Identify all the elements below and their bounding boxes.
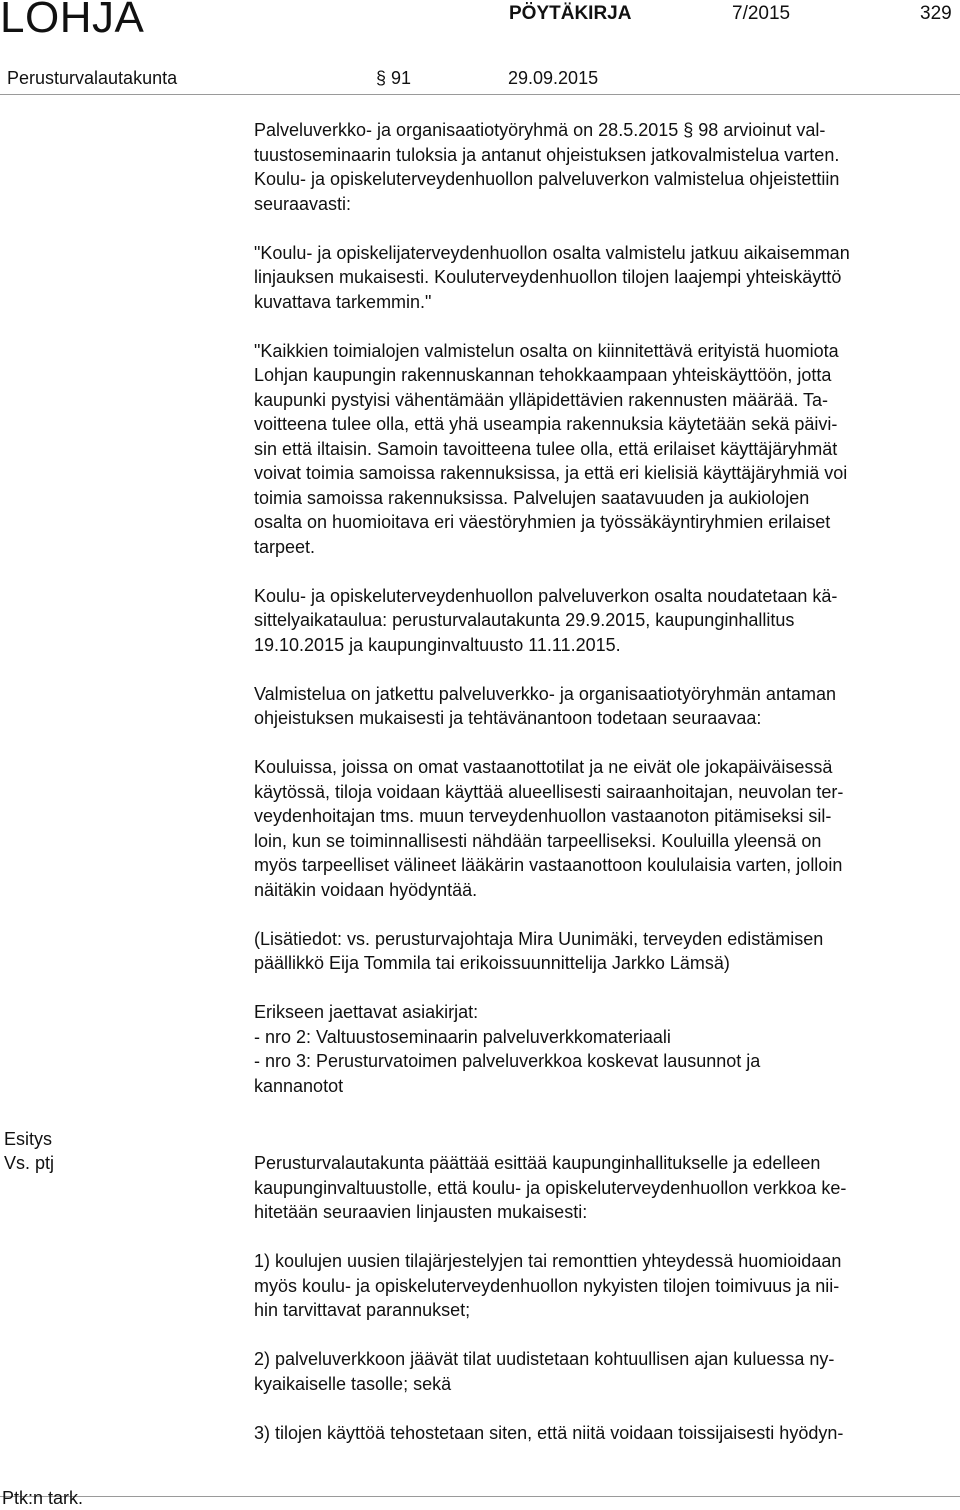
text-line: Lohjan kaupungin rakennuskannan tehokkaampaan yhteiskäyttöön, jotta — [254, 365, 832, 385]
text-line: käytössä, tiloja voidaan käyttää alueellisesti sairaanhoitajan, neuvolan ter- — [254, 781, 844, 802]
text-line: "Kaikkien toimialojen valmistelun osalta on kiinnitettävä erityistä huomiota — [254, 340, 839, 361]
paragraph — [254, 241, 954, 315]
text-line: - nro 2: Valtuustoseminaarin palveluverkkomateriaali — [254, 1026, 671, 1047]
text-line: - nro 3: Perusturvatoimen palveluverkkoa koskevat lausunnot ja — [254, 1051, 761, 1071]
text-line: osalta on huomioitava eri väestöryhmien ja työssäkäyntiryhmien erilaiset — [254, 512, 831, 532]
text-line: tarpeet. — [254, 536, 316, 557]
text-line: Koulu- ja opiskeluterveydenhuollon palveluverkon valmistelua ohjeistettiin — [254, 169, 840, 189]
committee-name: Perusturvalautakunta — [7, 68, 178, 88]
text-line: linjauksen mukaisesti. Kouluterveydenhuollon tilojen laajempi yhteiskäyttö — [254, 267, 842, 287]
document-type: PÖYTÄKIRJA — [509, 3, 632, 24]
text-line: "Koulu- ja opiskelijaterveydenhuollon osalta valmistelu jatkuu aikaisemman — [254, 242, 850, 263]
section-number: § 91 — [376, 68, 412, 88]
esitys-label: Esitys — [4, 1129, 53, 1149]
text-line: 3) tilojen käyttöä tehostetaan siten, että niitä voidaan toissijaisesti hyödyn- — [254, 1422, 844, 1443]
paragraph — [254, 682, 954, 731]
text-line: sittelyaikataulua: perusturvalautakunta 29.9.2015, kaupunginhallitus — [254, 610, 795, 630]
issue-number: 7/2015 — [732, 3, 791, 24]
paragraph — [254, 1151, 954, 1225]
paragraph — [254, 927, 954, 976]
text-line: (Lisätiedot: vs. perusturvajohtaja Mira Uunimäki, terveyden edistämisen — [254, 928, 824, 949]
proposal-body — [254, 1151, 954, 1445]
text-line: kannanotot — [254, 1075, 344, 1096]
paragraph — [254, 1347, 954, 1396]
text-line: sin että iltaisin. Samoin tavoitteena tulee olla, että erilaiset käyttäjäryhmät — [254, 438, 838, 459]
text-line: 1) koulujen uusien tilajärjestelyjen tai remonttien yhteydessä huomioidaan — [254, 1251, 842, 1271]
text-line: voivat toimia samoissa rakennuksissa, ja että eri kielisiä käyttäjäryhmiä voi — [254, 463, 848, 483]
document-body — [254, 118, 954, 1098]
proposer-label: Vs. ptj — [4, 1153, 55, 1173]
paragraph — [254, 584, 954, 658]
text-line: toimia samoissa rakennuksissa. Palvelujen saatavuuden ja aukiolojen — [254, 487, 810, 508]
text-line: Valmistelua on jatkettu palveluverkko- ja organisaatiotyöryhmän antaman — [254, 683, 836, 704]
text-line: kuvattava tarkemmin." — [254, 291, 432, 312]
text-line: myös tarpeelliset välineet lääkärin vastaanottoon koululaisia varten, jolloin — [254, 855, 843, 875]
paragraph — [254, 339, 954, 560]
text-line: veydenhoitajan tms. muun terveydenhuollon vastaanoton pitämiseksi sil- — [254, 806, 832, 826]
paragraph — [254, 1421, 954, 1446]
attachments-list — [254, 1000, 954, 1098]
text-line: ohjeistuksen mukaisesti ja tehtävänantoon todetaan seuraavaa: — [254, 708, 762, 728]
text-line: voitteena tulee olla, että yhä useampia rakennuksia käytetään sekä päivi- — [254, 414, 838, 434]
minutes-checker-label: Ptk:n tark. — [2, 1488, 84, 1508]
text-line: kaupunki pystyisi vähentämään ylläpidettävien rakennusten määrää. Ta- — [254, 389, 829, 410]
lohja-logo: LOHJA — [0, 0, 145, 42]
text-line: Perusturvalautakunta päättää esittää kaupunginhallitukselle ja edelleen — [254, 1153, 821, 1173]
paragraph — [254, 755, 954, 902]
text-line: seuraavasti: — [254, 193, 352, 214]
meeting-date: 29.09.2015 — [508, 68, 599, 88]
footer-divider — [0, 1496, 960, 1497]
text-line: myös koulu- ja opiskeluterveydenhuollon nykyisten tilojen toimivuus ja nii- — [254, 1275, 840, 1296]
header-divider — [0, 94, 960, 95]
text-line: kaupunginvaltuustolle, että koulu- ja opiskeluterveydenhuollon verkkoa ke- — [254, 1177, 847, 1198]
text-line: hitetään seuraavien linjausten mukaisesti: — [254, 1202, 588, 1222]
text-line: 19.10.2015 ja kaupunginvaltuusto 11.11.2015. — [254, 634, 621, 655]
text-line: hin tarvittavat parannukset; — [254, 1300, 471, 1320]
text-line: kyaikaiselle tasolle; sekä — [254, 1373, 452, 1394]
text-line: Koulu- ja opiskeluterveydenhuollon palveluverkon osalta noudatetaan kä- — [254, 585, 838, 606]
page-number: 329 — [920, 3, 952, 24]
text-line: päällikkö Eija Tommila tai erikoissuunnittelija Jarkko Lämsä) — [254, 953, 730, 973]
text-line: Erikseen jaettavat asiakirjat: — [254, 1002, 479, 1022]
text-line: Palveluverkko- ja organisaatiotyöryhmä on 28.5.2015 § 98 arvioinut val- — [254, 120, 826, 140]
paragraph — [254, 1249, 954, 1323]
text-line: loin, kun se toiminnallisesti nähdään tarpeelliseksi. Kouluilla yleensä on — [254, 830, 822, 851]
text-line: tuustoseminaarin tuloksia ja antanut ohjeistuksen jatkovalmistelua varten. — [254, 144, 840, 165]
text-line: 2) palveluverkkoon jäävät tilat uudistetaan kohtuullisen ajan kuluessa ny- — [254, 1349, 835, 1369]
text-line: Kouluissa, joissa on omat vastaanottotilat ja ne eivät ole jokapäiväisessä — [254, 757, 833, 777]
paragraph — [254, 118, 954, 216]
text-line: näitäkin voidaan hyödyntää. — [254, 879, 478, 900]
